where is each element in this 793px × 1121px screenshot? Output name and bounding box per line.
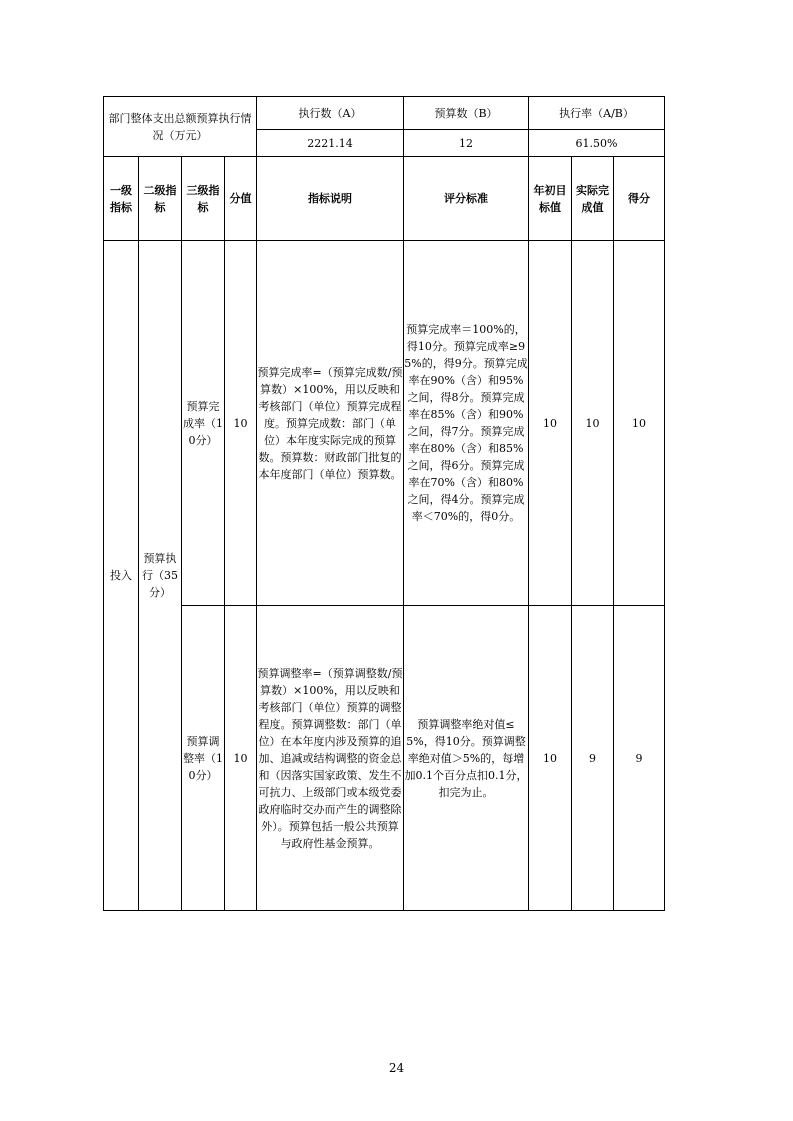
target-cell: 10 <box>529 606 572 911</box>
page-number: 24 <box>388 1061 405 1075</box>
table-row <box>104 606 665 911</box>
weight-cell: 10 <box>225 606 257 911</box>
actual-cell: 10 <box>572 241 614 606</box>
header-score: 得分 <box>614 157 665 241</box>
column-header-row <box>104 157 665 241</box>
exec-value: 2221.14 <box>257 130 404 157</box>
actual-cell: 9 <box>572 606 614 911</box>
header-criteria: 评分标准 <box>404 157 529 241</box>
criteria-cell: 预算完成率＝100%的，得10分。预算完成率≥95%的，得9分。预算完成率在90%（含）和95%之间，得8分。预算完成率在85%（含）和90%之间，得7分。预算完成率在80%（含）和85%之间，得6分。预算完成率在70%（含）和80%之间，得4分。预算完成率＜70%的，得0分。 <box>404 241 529 606</box>
header-level2: 二级指标 <box>139 157 182 241</box>
header-level3: 三级指标 <box>182 157 225 241</box>
performance-table <box>103 96 665 911</box>
level3-cell: 预算完成率（10分） <box>182 241 225 606</box>
budget-header: 预算数（B） <box>404 97 529 130</box>
description-cell: 预算调整率=（预算调整数/预算数）×100%，用以反映和考核部门（单位）预算的调整程度。预算调整数：部门（单位）在本年度内涉及预算的追加、追减或结构调整的资金总和（因落实国家政策、发生不可抗力、上级部门或本级党委政府临时交办而产生的调整除外）。预算包括一般公共预算与政府性基金预算。 <box>257 606 404 911</box>
level1-cell: 投入 <box>104 241 139 911</box>
table-row <box>104 241 665 606</box>
summary-header-row <box>104 97 665 130</box>
header-score-value: 分值 <box>225 157 257 241</box>
header-actual: 实际完成值 <box>572 157 614 241</box>
criteria-cell: 预算调整率绝对值≤5%，得10分。预算调整率绝对值＞5%的，每增加0.1个百分点扣0.1分，扣完为止。 <box>404 606 529 911</box>
score-cell: 9 <box>614 606 665 911</box>
budget-value: 12 <box>404 130 529 157</box>
weight-cell: 10 <box>225 241 257 606</box>
header-level1: 一级指标 <box>104 157 139 241</box>
summary-label: 部门整体支出总额预算执行情况（万元） <box>104 97 257 157</box>
header-description: 指标说明 <box>257 157 404 241</box>
score-cell: 10 <box>614 241 665 606</box>
level2-cell: 预算执行（35分） <box>139 241 182 911</box>
target-cell: 10 <box>529 241 572 606</box>
exec-header: 执行数（A） <box>257 97 404 130</box>
rate-value: 61.50% <box>529 130 665 157</box>
level3-cell: 预算调整率（10分） <box>182 606 225 911</box>
description-cell: 预算完成率=（预算完成数/预算数）×100%，用以反映和考核部门（单位）预算完成程度。预算完成数：部门（单位）本年度实际完成的预算数。预算数：财政部门批复的本年度部门（单位）预算数。 <box>257 241 404 606</box>
rate-header: 执行率（A/B） <box>529 97 665 130</box>
header-target: 年初目标值 <box>529 157 572 241</box>
